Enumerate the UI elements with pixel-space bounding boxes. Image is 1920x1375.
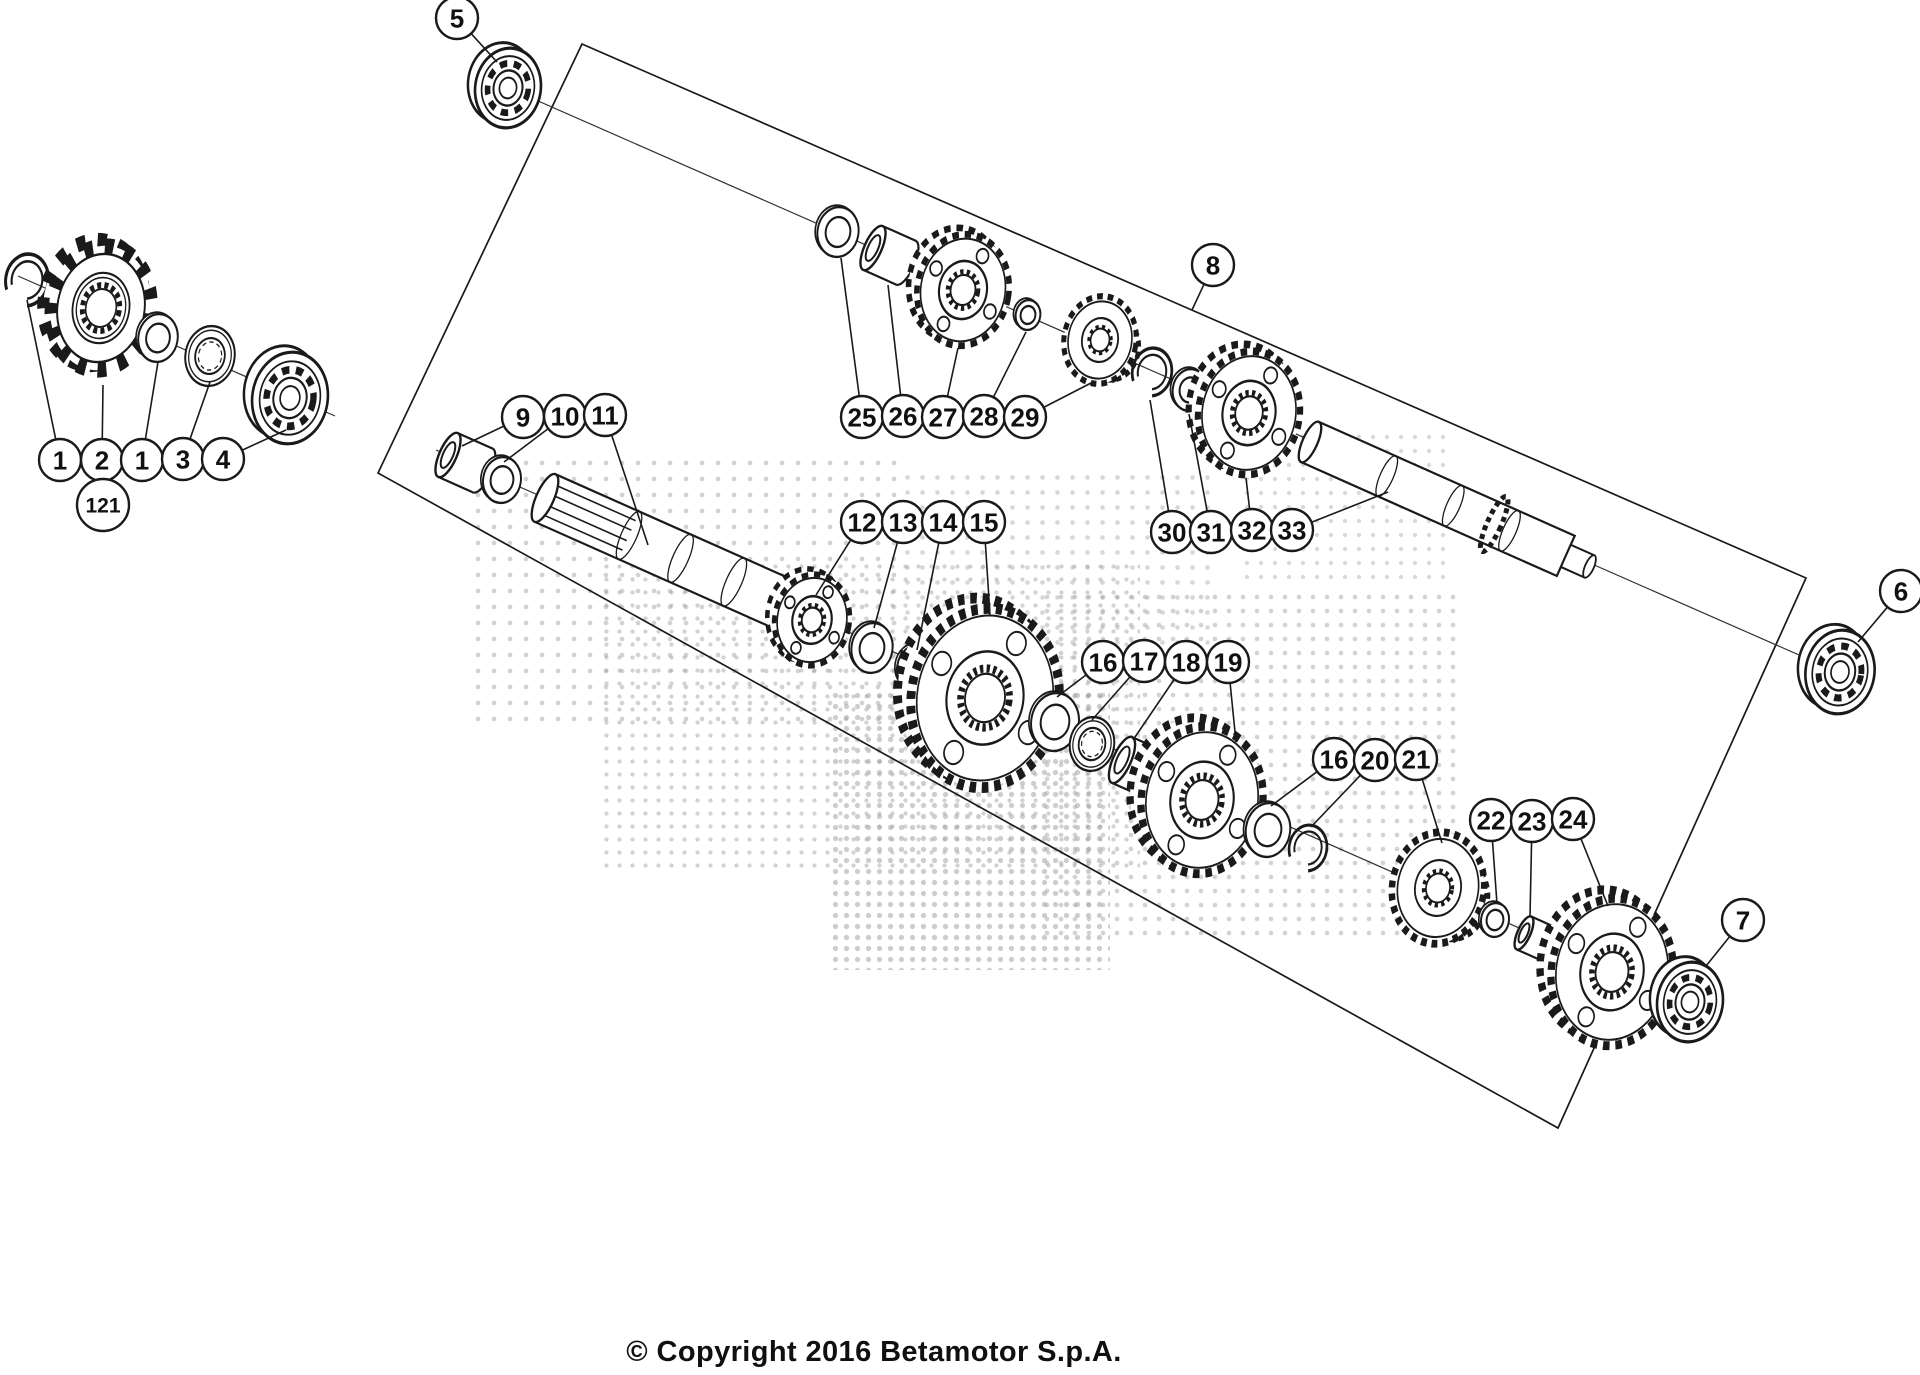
callout-8: [1192, 244, 1234, 310]
callout-number: 33: [1277, 515, 1307, 546]
callout-number: 1: [134, 445, 150, 476]
callout-16: [1057, 641, 1124, 697]
callout-number: 2: [94, 445, 110, 476]
washer-13: [845, 618, 896, 676]
callout-number: 26: [888, 401, 918, 432]
callout-number: 3: [175, 444, 191, 475]
callout-number: 27: [928, 402, 958, 433]
callout-number: 7: [1735, 905, 1751, 936]
callout-number: 29: [1010, 402, 1040, 433]
callout-30: [1150, 400, 1193, 553]
callout-23: [1511, 800, 1553, 917]
main-shaft-33: [1291, 412, 1606, 596]
callout-number: 11: [591, 400, 619, 431]
callout-number: 31: [1196, 517, 1226, 548]
callout-number: 121: [85, 494, 121, 518]
spacer-ring-3: [181, 323, 239, 390]
callout-number: 18: [1171, 647, 1201, 678]
gear-32: [1179, 337, 1310, 482]
callout-33: [1271, 492, 1388, 551]
callout-number: 8: [1205, 250, 1221, 281]
callout-number: 16: [1319, 744, 1349, 775]
callout-number: 12: [847, 507, 877, 538]
callout-32: [1231, 478, 1273, 551]
callout-25: [841, 258, 883, 438]
callout-number: 4: [215, 444, 231, 475]
front-sprocket-2: [33, 232, 162, 378]
callout-number: 13: [888, 507, 918, 538]
callout-number: 20: [1360, 745, 1390, 776]
callout-number: 32: [1237, 515, 1267, 546]
ball-bearing-5: [462, 38, 548, 133]
callout-13: [874, 501, 924, 628]
callout-number: 5: [449, 3, 465, 34]
callout-2: [81, 385, 123, 481]
callout-21: [1395, 738, 1442, 843]
callout-number: 6: [1893, 576, 1909, 607]
callout-27: [922, 348, 964, 438]
gear-wheel-19: [1119, 709, 1275, 883]
callout-16: [1271, 738, 1355, 806]
callout-29: [1004, 382, 1093, 438]
callout-121: [77, 479, 129, 531]
callout-number: 1: [52, 445, 68, 476]
callout-number: 17: [1129, 646, 1159, 677]
sliding-gear-21: [1384, 826, 1497, 952]
callout-number: 25: [847, 402, 877, 433]
callout-number: 9: [515, 402, 531, 433]
callout-6: [1858, 570, 1920, 642]
callout-number: 24: [1558, 804, 1588, 835]
callout-5: [436, 0, 497, 62]
ball-bearing-4: [237, 340, 336, 449]
callout-1: [121, 362, 163, 481]
washer-28: [1011, 296, 1043, 331]
ball-bearing-6: [1791, 619, 1881, 719]
callout-number: 15: [969, 507, 999, 538]
callout-number: 19: [1213, 647, 1243, 678]
callout-9: [462, 396, 544, 446]
callout-number: 21: [1401, 744, 1431, 775]
washer-25: [811, 202, 862, 260]
callout-number: 28: [969, 401, 999, 432]
callout-number: 10: [550, 401, 580, 432]
callout-7: [1706, 899, 1764, 966]
callout-number: 22: [1476, 805, 1506, 836]
circlip-20: [1286, 822, 1330, 873]
callout-number: 30: [1157, 517, 1187, 548]
callout-number: 23: [1517, 806, 1547, 837]
copyright-text: © Copyright 2016 Betamotor S.p.A.: [626, 1336, 1122, 1368]
callout-number: 16: [1088, 647, 1118, 678]
callout-number: 14: [928, 507, 958, 538]
